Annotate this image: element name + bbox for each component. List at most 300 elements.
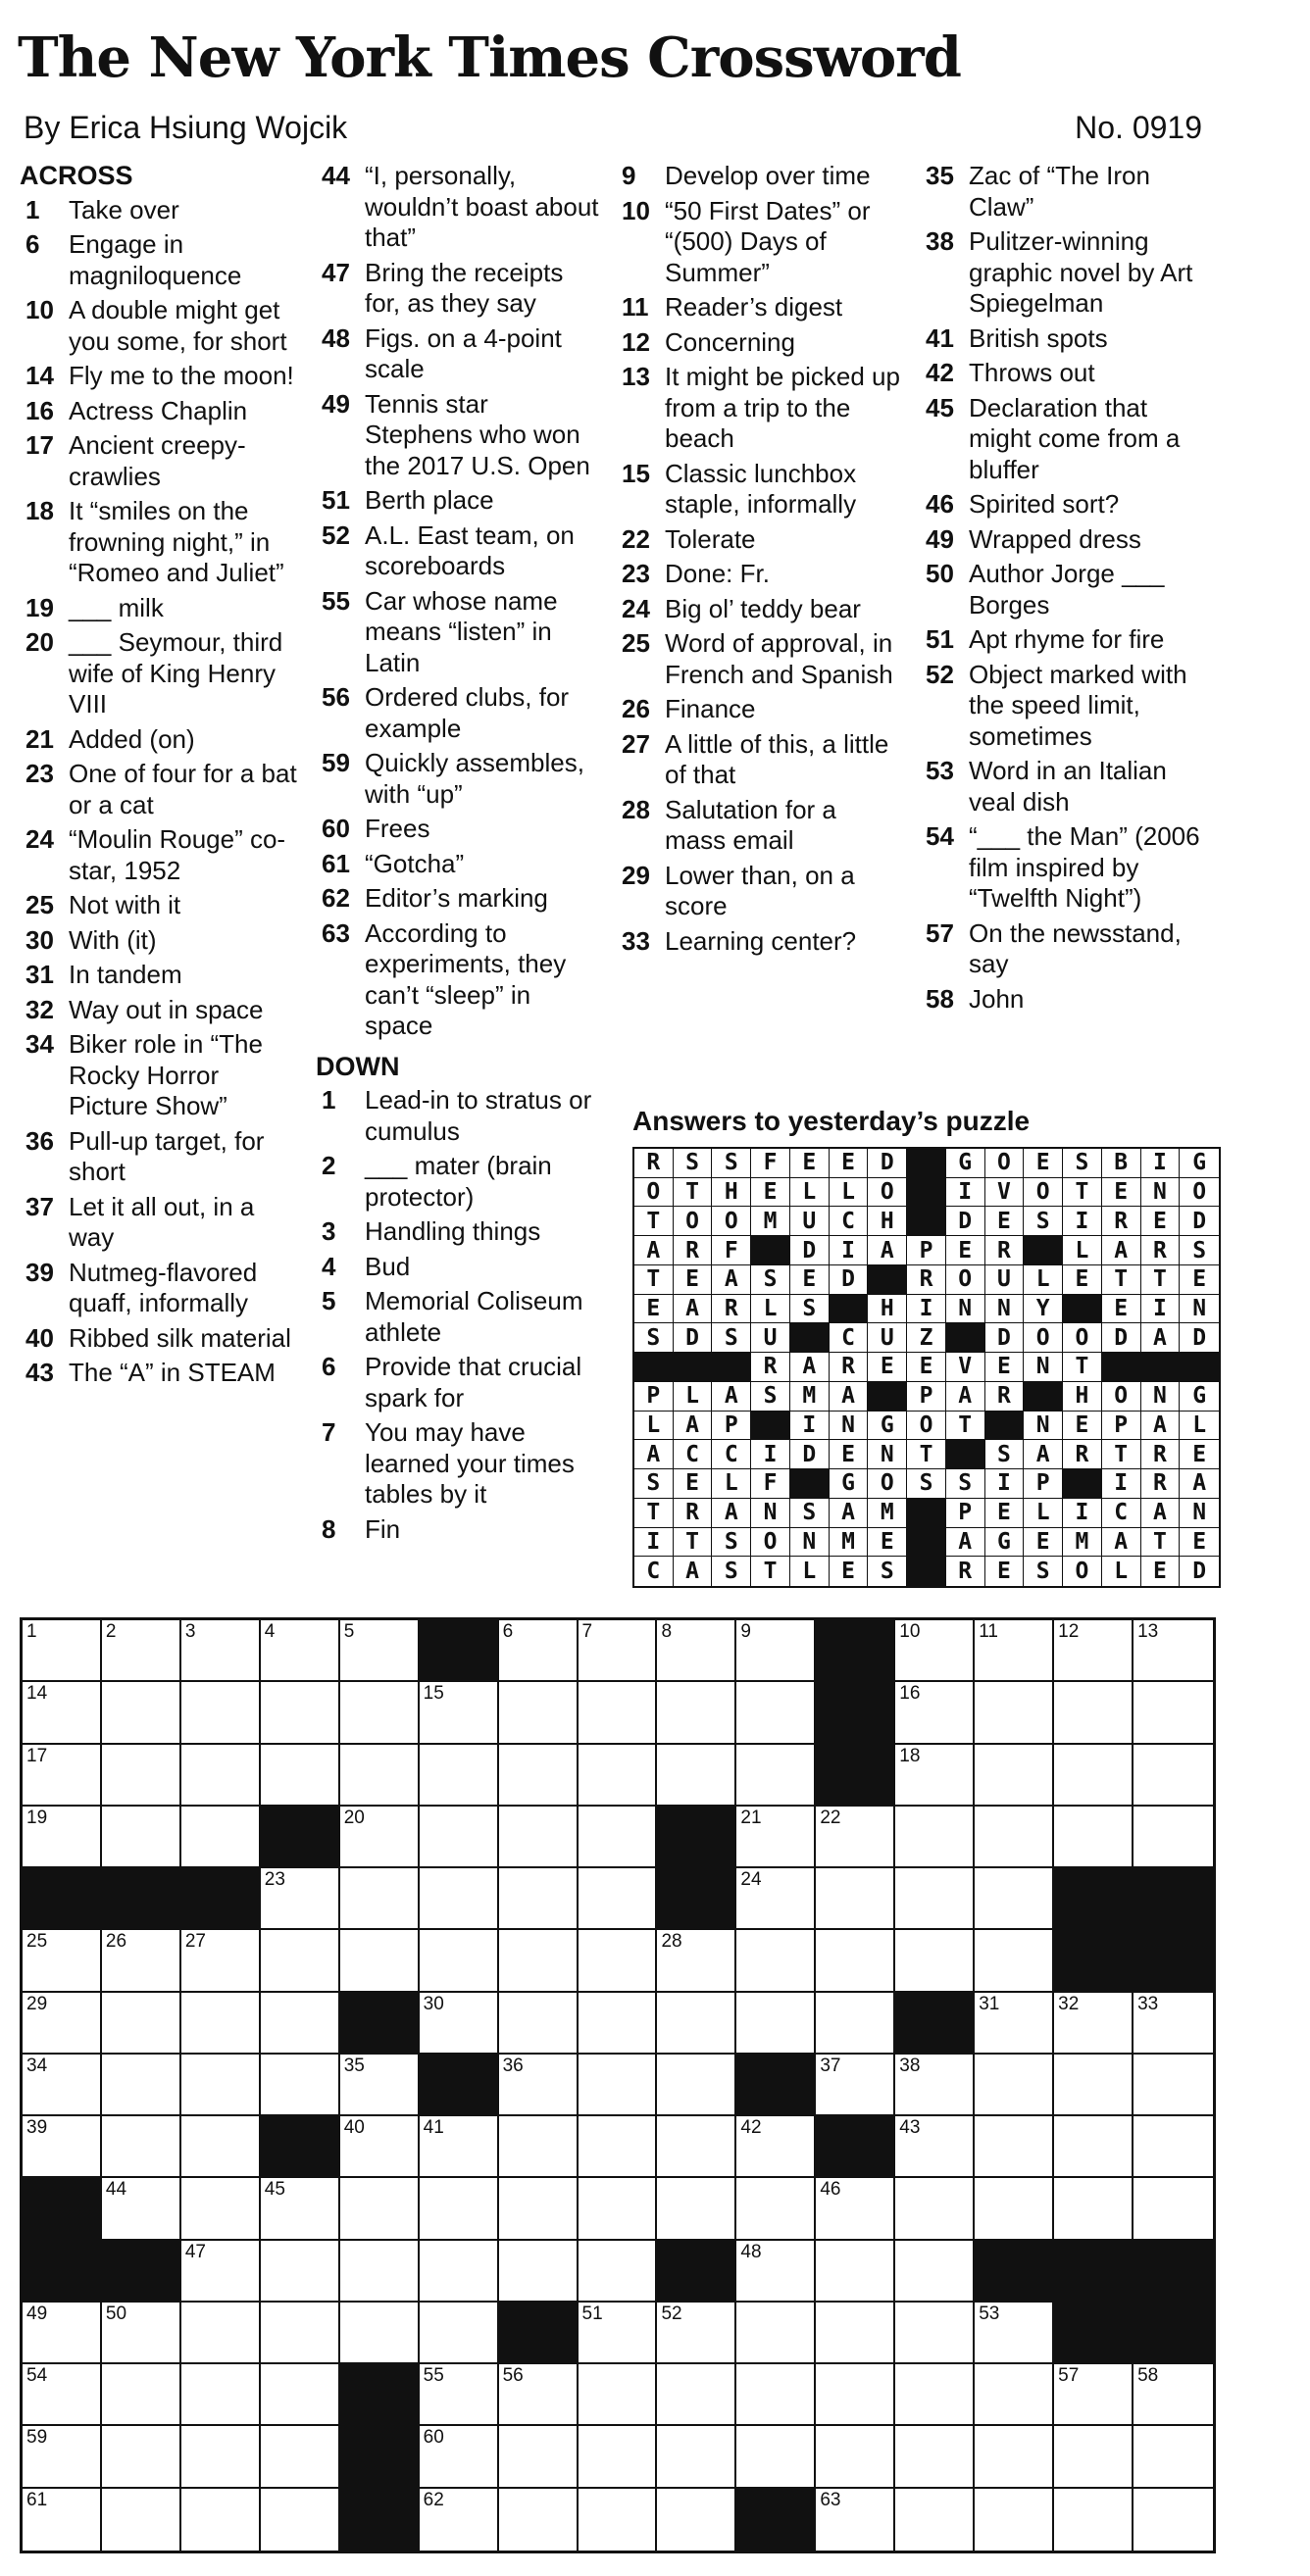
down-clue[interactable] [920,524,1204,556]
grid-cell[interactable] [975,1807,1054,1868]
grid-cell[interactable] [499,2178,579,2240]
grid-cell[interactable] [1134,1993,1213,2055]
grid-cell[interactable] [1054,2178,1134,2240]
grid-cell[interactable] [975,1868,1054,1930]
across-clue[interactable] [20,1258,304,1319]
grid-cell[interactable] [420,1745,499,1807]
grid-cell[interactable] [181,2241,261,2303]
grid-cell[interactable] [102,2489,181,2551]
grid-cell[interactable] [499,2116,579,2178]
grid-cell[interactable] [499,1993,579,2055]
grid-cell[interactable] [579,2489,658,2551]
across-clue[interactable] [20,1192,304,1254]
grid-cell[interactable] [1134,2116,1213,2178]
grid-cell[interactable] [181,1745,261,1807]
grid-cell[interactable] [23,2426,102,2488]
across-clue[interactable] [20,396,304,427]
grid-cell[interactable] [340,2116,420,2178]
down-clue[interactable] [616,459,900,520]
grid-cell[interactable] [579,2364,658,2426]
grid-cell[interactable] [1054,2364,1134,2426]
grid-cell[interactable] [1134,1745,1213,1807]
down-clue[interactable] [920,358,1204,389]
grid-cell[interactable] [657,1930,736,1992]
grid-cell[interactable] [736,1868,816,1930]
down-clue[interactable] [920,918,1204,980]
grid-cell[interactable] [579,2178,658,2240]
grid-cell[interactable] [261,2426,340,2488]
down-clue[interactable] [920,559,1204,620]
across-clue[interactable] [316,814,600,845]
grid-cell[interactable] [181,2116,261,2178]
across-clue[interactable] [20,593,304,624]
grid-cell[interactable] [895,1745,975,1807]
byline: By Erica Hsiung Wojcik [24,110,348,145]
grid-cell[interactable] [23,1745,102,1807]
clue-text: Fly me to the moon! [69,361,294,390]
down-clue[interactable] [920,624,1204,656]
grid-cell[interactable] [261,1682,340,1744]
across-clue[interactable] [20,1358,304,1389]
across-clue[interactable] [316,520,600,582]
grid-cell[interactable] [499,1930,579,1992]
across-clue[interactable] [316,586,600,679]
across-clue[interactable] [20,1029,304,1122]
grid-cell[interactable] [816,2241,895,2303]
grid-cell[interactable] [23,1930,102,1992]
grid-block [181,1868,261,1930]
grid-cell[interactable] [816,1807,895,1868]
grid-cell[interactable] [181,1807,261,1868]
clue-number: 18 [25,496,54,525]
grid-cell[interactable] [261,2303,340,2364]
grid-cell[interactable] [736,2426,816,2488]
grid-cell[interactable] [736,1993,816,2055]
grid-cell[interactable] [816,2055,895,2116]
grid-cell[interactable] [102,1993,181,2055]
grid-cell[interactable] [1134,2489,1213,2551]
grid-cell[interactable] [23,2489,102,2551]
grid-cell[interactable] [1134,2178,1213,2240]
across-clue[interactable] [316,849,600,880]
grid-cell[interactable] [23,2055,102,2116]
grid-cell[interactable] [420,1682,499,1744]
grid-cell[interactable] [579,1930,658,1992]
across-clue[interactable] [316,389,600,482]
grid-cell[interactable] [102,1682,181,1744]
grid-cell[interactable] [23,2116,102,2178]
down-clue[interactable] [616,559,900,590]
grid-cell[interactable] [657,1620,736,1682]
grid-cell[interactable] [736,2364,816,2426]
grid-cell[interactable] [895,1682,975,1744]
across-clue[interactable] [316,748,600,810]
down-clue[interactable] [920,393,1204,486]
grid-cell[interactable] [895,2178,975,2240]
answer-cell: A [712,1499,751,1528]
grid-cell[interactable] [499,1807,579,1868]
grid-cell[interactable] [102,1930,181,1992]
grid-cell[interactable] [657,2178,736,2240]
down-clue[interactable] [920,161,1204,223]
across-clue[interactable] [316,161,600,254]
grid-cell[interactable] [579,2116,658,2178]
across-clue[interactable] [20,430,304,492]
across-clue[interactable] [316,485,600,517]
down-clue[interactable] [920,756,1204,817]
down-clue[interactable] [920,660,1204,753]
grid-cell[interactable] [1054,1807,1134,1868]
grid-cell[interactable] [420,2303,499,2364]
grid-cell[interactable] [102,2303,181,2364]
grid-cell[interactable] [340,1620,420,1682]
grid-cell[interactable] [1054,1993,1134,2055]
grid-cell[interactable] [23,1993,102,2055]
grid-cell[interactable] [1134,2364,1213,2426]
answer-cell: L [790,1557,830,1586]
down-clue[interactable] [616,861,900,922]
grid-cell[interactable] [895,2303,975,2364]
down-clue[interactable] [616,729,900,791]
grid-cell[interactable] [261,2489,340,2551]
grid-cell[interactable] [102,1620,181,1682]
across-clue[interactable] [20,759,304,820]
grid-cell[interactable] [579,2426,658,2488]
grid-cell[interactable] [499,2489,579,2551]
grid-cell[interactable] [499,1868,579,1930]
down-clue[interactable] [316,1085,600,1147]
clue-text: Memorial Coliseum athlete [365,1286,583,1347]
grid-cell[interactable] [1054,1682,1134,1744]
across-clue[interactable] [20,995,304,1026]
grid-cell[interactable] [657,1745,736,1807]
grid-cell[interactable] [181,1682,261,1744]
grid-cell[interactable] [657,2426,736,2488]
cell-number: 33 [1137,1993,1159,2014]
clue-text: Object marked with the speed limit, sometimes [969,659,1187,751]
grid-cell[interactable] [340,2055,420,2116]
answer-cell: A [1141,1499,1181,1528]
answer-cell: O [1063,1323,1102,1353]
grid-cell[interactable] [1134,1682,1213,1744]
answer-cell: A [1180,1469,1219,1499]
grid-cell[interactable] [816,1868,895,1930]
answer-cell: M [751,1207,790,1236]
answer-cell: I [1141,1149,1181,1178]
down-clue[interactable] [316,1514,600,1546]
answer-cell: Y [1024,1295,1063,1324]
grid-cell[interactable] [816,2364,895,2426]
grid-cell[interactable] [895,2489,975,2551]
grid-cell[interactable] [975,2364,1054,2426]
grid-cell[interactable] [657,1682,736,1744]
grid-cell[interactable] [499,2055,579,2116]
down-clue[interactable] [616,161,900,192]
across-clue[interactable] [20,925,304,957]
across-clue[interactable] [20,295,304,357]
grid-cell[interactable] [102,2364,181,2426]
grid-cell[interactable] [102,2116,181,2178]
down-clue[interactable] [616,524,900,556]
across-clue[interactable] [316,918,600,1042]
clue-number: 44 [322,161,350,190]
down-clue[interactable] [616,628,900,690]
down-clue[interactable] [920,489,1204,520]
answer-cell: R [751,1353,790,1382]
across-clue[interactable] [20,229,304,291]
answer-cell: T [1141,1528,1181,1558]
grid-cell[interactable] [657,2303,736,2364]
grid-cell[interactable] [975,2055,1054,2116]
grid-cell[interactable] [499,1682,579,1744]
down-clue[interactable] [316,1352,600,1413]
down-clue[interactable] [316,1252,600,1283]
grid-cell[interactable] [1054,2055,1134,2116]
across-clue[interactable] [20,195,304,226]
grid-cell[interactable] [579,1807,658,1868]
grid-cell[interactable] [736,2303,816,2364]
grid-cell[interactable] [23,1682,102,1744]
grid-block [657,1807,736,1868]
grid-cell[interactable] [816,1993,895,2055]
grid-cell[interactable] [420,2426,499,2488]
grid-cell[interactable] [261,1993,340,2055]
across-clue[interactable] [20,724,304,756]
across-clue[interactable] [20,361,304,392]
grid-cell[interactable] [420,2489,499,2551]
across-clue[interactable] [316,682,600,744]
down-clue[interactable] [616,292,900,323]
grid-cell[interactable] [895,2364,975,2426]
grid-cell[interactable] [1134,2426,1213,2488]
grid-cell[interactable] [975,1993,1054,2055]
grid-cell[interactable] [975,1620,1054,1682]
grid-cell[interactable] [1054,1745,1134,1807]
grid-cell[interactable] [736,1620,816,1682]
grid-cell[interactable] [102,2055,181,2116]
grid-cell[interactable] [261,2055,340,2116]
down-clue[interactable] [616,926,900,958]
grid-cell[interactable] [261,1868,340,1930]
answer-cell: N [1141,1178,1181,1208]
grid-cell[interactable] [23,2364,102,2426]
grid-cell[interactable] [340,2178,420,2240]
down-clue[interactable] [920,821,1204,915]
down-clue[interactable] [316,1151,600,1213]
across-clue[interactable] [316,883,600,915]
grid-cell[interactable] [499,1620,579,1682]
across-clue[interactable] [316,258,600,320]
grid-cell[interactable] [420,2364,499,2426]
grid-cell[interactable] [975,1745,1054,1807]
grid-cell[interactable] [181,2303,261,2364]
down-clue[interactable] [616,196,900,289]
grid-cell[interactable] [499,2241,579,2303]
grid-cell[interactable] [420,1868,499,1930]
grid-cell[interactable] [816,2426,895,2488]
across-clue[interactable] [316,323,600,385]
grid-cell[interactable] [340,1745,420,1807]
grid-cell[interactable] [340,1807,420,1868]
grid-cell[interactable] [975,2426,1054,2488]
grid-cell[interactable] [261,1930,340,1992]
grid-cell[interactable] [895,2241,975,2303]
clue-text: Engage in magniloquence [69,229,242,290]
grid-cell[interactable] [657,2116,736,2178]
across-clue[interactable] [20,890,304,921]
grid-cell[interactable] [340,2241,420,2303]
grid-cell[interactable] [895,1868,975,1930]
grid-cell[interactable] [975,1930,1054,1992]
across-clue[interactable] [20,496,304,589]
clue-text: Handling things [365,1216,541,1246]
grid-cell[interactable] [895,1620,975,1682]
grid-cell[interactable] [181,2426,261,2488]
cell-number: 46 [820,2179,841,2201]
down-clue[interactable] [316,1286,600,1348]
grid-cell[interactable] [736,1930,816,1992]
grid-cell[interactable] [579,1682,658,1744]
grid-cell[interactable] [895,1807,975,1868]
grid-cell[interactable] [816,2489,895,2551]
down-clue[interactable] [616,694,900,725]
grid-cell[interactable] [975,2303,1054,2364]
grid-cell[interactable] [420,1993,499,2055]
grid-cell[interactable] [579,2055,658,2116]
grid-cell[interactable] [420,2178,499,2240]
grid-cell[interactable] [420,1930,499,1992]
grid-cell[interactable] [975,2178,1054,2240]
grid-cell[interactable] [340,1682,420,1744]
grid-cell[interactable] [736,2241,816,2303]
grid-cell[interactable] [181,1620,261,1682]
grid-cell[interactable] [420,2241,499,2303]
grid-cell[interactable] [579,1620,658,1682]
down-clue[interactable] [616,795,900,857]
grid-cell[interactable] [736,2178,816,2240]
grid-cell[interactable] [102,2178,181,2240]
grid-cell[interactable] [261,2178,340,2240]
grid-cell[interactable] [261,1745,340,1807]
answer-cell: R [985,1236,1025,1265]
grid-cell[interactable] [1054,2489,1134,2551]
down-clue[interactable] [316,1216,600,1248]
grid-cell[interactable] [895,2426,975,2488]
clue-text: Tennis star Stephens who won the 2017 U.S. Open [365,388,590,480]
grid-cell[interactable] [736,1745,816,1807]
grid-cell[interactable] [499,2426,579,2488]
across-clue[interactable] [20,1126,304,1188]
grid-cell[interactable] [181,2364,261,2426]
grid-cell[interactable] [1134,1807,1213,1868]
grid-cell[interactable] [579,1745,658,1807]
clue-number: 59 [322,748,350,777]
grid-cell[interactable] [261,1620,340,1682]
grid-cell[interactable] [579,1868,658,1930]
crossword-grid[interactable] [20,1617,1216,2553]
grid-cell[interactable] [499,2364,579,2426]
grid-cell[interactable] [1054,1620,1134,1682]
grid-cell[interactable] [261,2364,340,2426]
grid-cell[interactable] [1134,2055,1213,2116]
grid-cell[interactable] [895,2116,975,2178]
grid-cell[interactable] [736,1682,816,1744]
grid-cell[interactable] [340,1930,420,1992]
grid-cell[interactable] [816,2303,895,2364]
grid-cell[interactable] [975,1682,1054,1744]
answer-cell: H [1063,1382,1102,1412]
grid-cell[interactable] [181,1993,261,2055]
grid-cell[interactable] [1134,1620,1213,1682]
clue-text: Finance [665,694,756,723]
grid-cell[interactable] [816,2178,895,2240]
across-clue[interactable] [20,1323,304,1355]
grid-cell[interactable] [102,2426,181,2488]
grid-cell[interactable] [975,2489,1054,2551]
grid-cell[interactable] [23,2303,102,2364]
down-clue[interactable] [920,984,1204,1016]
grid-cell[interactable] [181,2178,261,2240]
grid-cell[interactable] [579,2241,658,2303]
down-clue[interactable] [616,327,900,359]
grid-cell[interactable] [579,1993,658,2055]
down-clue[interactable] [920,226,1204,320]
down-clue[interactable] [616,594,900,625]
grid-cell[interactable] [181,2055,261,2116]
grid-cell[interactable] [736,1807,816,1868]
grid-cell[interactable] [895,2055,975,2116]
down-clue[interactable] [920,323,1204,355]
cell-number: 32 [1058,1993,1080,2014]
grid-cell[interactable] [736,2116,816,2178]
grid-cell[interactable] [975,2116,1054,2178]
grid-cell[interactable] [657,1993,736,2055]
grid-cell[interactable] [816,1930,895,1992]
grid-cell[interactable] [420,2116,499,2178]
answer-cell: E [1102,1295,1141,1324]
across-clue[interactable] [20,960,304,991]
grid-cell[interactable] [657,2055,736,2116]
grid-block [23,2241,102,2303]
clue-column-2 [316,161,600,1549]
grid-cell[interactable] [23,1807,102,1868]
cell-number: 30 [423,1993,444,2014]
answer-cell: S [1063,1149,1102,1178]
grid-block [102,1868,181,1930]
grid-cell[interactable] [657,2489,736,2551]
grid-cell[interactable] [181,2489,261,2551]
grid-cell[interactable] [23,1620,102,1682]
answer-block [985,1412,1025,1441]
grid-cell[interactable] [657,2364,736,2426]
across-clue[interactable] [20,627,304,720]
grid-cell[interactable] [102,1745,181,1807]
down-clue[interactable] [316,1417,600,1511]
grid-cell[interactable] [340,2303,420,2364]
grid-cell[interactable] [895,1930,975,1992]
grid-cell[interactable] [340,1868,420,1930]
across-clue[interactable] [20,824,304,886]
grid-cell[interactable] [102,1807,181,1868]
grid-cell[interactable] [499,1745,579,1807]
grid-cell[interactable] [1054,2426,1134,2488]
down-clue[interactable] [616,362,900,455]
grid-cell[interactable] [1054,2116,1134,2178]
grid-cell[interactable] [181,1930,261,1992]
grid-cell[interactable] [579,2303,658,2364]
grid-cell[interactable] [261,2241,340,2303]
grid-cell[interactable] [420,1807,499,1868]
